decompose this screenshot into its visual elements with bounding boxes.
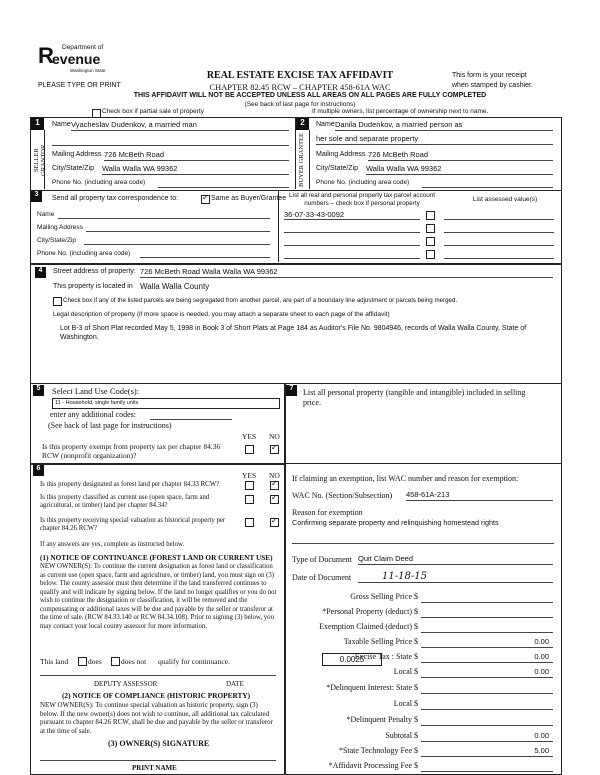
exempt-question: Is this property exempt from property tax per chapter 84.36 RCW (nonprofit organization)? — [42, 442, 221, 460]
assessed-value-2[interactable] — [444, 223, 554, 233]
seller-name-line-2[interactable] — [52, 137, 289, 146]
parcel-header: List all real and personal property tax parcel account numbers – check box if personal property — [289, 192, 435, 207]
fee-value[interactable] — [421, 715, 553, 726]
forest-yes-checkbox[interactable] — [245, 481, 254, 490]
land-use-label: Select Land Use Code(s): — [52, 386, 140, 396]
fee-label: Excise Tax : State — [354, 652, 412, 661]
fee-label: Local — [393, 699, 412, 708]
historic-yes-checkbox[interactable] — [245, 518, 254, 527]
deputy-signature-line[interactable] — [40, 673, 276, 676]
current-use-no-checkbox[interactable] — [270, 495, 279, 504]
personal-property-label: List all personal property (tangible and intangible) included in selling price. — [303, 388, 526, 407]
additional-codes-label: enter any additional codes: — [50, 410, 136, 419]
section-3-badge: 3 — [31, 191, 42, 202]
s6-no-header: NO — [269, 471, 280, 480]
fee-value[interactable]: 0.00 — [421, 637, 553, 648]
seller-phone-field[interactable] — [158, 178, 289, 188]
fee-currency: $ — [414, 652, 418, 661]
segregated-checkbox[interactable] — [53, 297, 62, 306]
fee-value[interactable] — [421, 592, 553, 603]
wac-field[interactable]: 458-61A-213 — [406, 490, 553, 501]
s5-no-header: NO — [269, 432, 280, 441]
parcel-1-personal-checkbox[interactable] — [426, 211, 435, 220]
forest-land-question: Is this property designated as forest land per chapter 84.33 RCW? — [40, 481, 220, 488]
receipt-note-1: This form is your receipt — [452, 72, 527, 79]
s3-addr-label: Mailing Address — [37, 224, 83, 231]
fee-currency: $ — [414, 761, 418, 770]
fee-label: *Delinquent Penalty — [346, 715, 412, 724]
deputy-assessor-label: DEPUTY ASSESSOR — [94, 680, 158, 688]
doc-type-label: Type of Document — [292, 555, 352, 564]
fee-value[interactable]: 0.00 — [421, 731, 553, 742]
land-does-not-checkbox[interactable] — [111, 657, 120, 666]
fee-label: *Personal Property (deduct) — [322, 607, 412, 616]
street-address-field[interactable]: 726 McBeth Road Walla Walla WA 99362 — [140, 267, 553, 278]
fee-value[interactable] — [421, 761, 553, 772]
parcel-3-personal-checkbox[interactable] — [426, 237, 435, 246]
fee-value[interactable] — [421, 607, 553, 618]
buyer-name-field[interactable]: Danila Dudenkov, a married person as — [335, 120, 553, 131]
s5-yes-header: YES — [242, 432, 257, 441]
local-rate-field[interactable]: 0.0025 — [322, 653, 382, 666]
seller-side-label: SELLER — [33, 148, 40, 172]
fee-value[interactable] — [421, 699, 553, 710]
segregated-label: Check box if any of the listed parcels are being segregated from another parcel, are part of a boundary line adjustment or parcels being merged. — [63, 297, 458, 304]
if-yes-note: If any answers are yes, complete as instructed below. — [40, 541, 185, 548]
buyer-city-field[interactable]: Walla Walla WA 99362 — [366, 164, 553, 175]
owner-signature-line[interactable] — [40, 758, 276, 761]
fee-value[interactable] — [421, 622, 553, 633]
fee-label: *Affidavit Processing Fee — [328, 761, 412, 770]
fee-currency: $ — [414, 637, 418, 646]
land-does-label: does — [88, 657, 102, 666]
section-7-badge: 7 — [286, 385, 297, 396]
same-as-buyer-checkbox[interactable] — [201, 195, 210, 204]
assessed-header: List assessed value(s) — [472, 196, 538, 203]
buyer-name-label: Name — [316, 121, 335, 128]
fee-label: *State Technology Fee — [338, 746, 412, 755]
s3-addr-field[interactable] — [86, 223, 270, 232]
fee-label: Subtotal — [385, 731, 412, 740]
section-5-badge: 5 — [33, 385, 44, 396]
buyer-addr-label: Mailing Address — [316, 151, 366, 158]
s7-divider — [284, 463, 561, 464]
seller-phone-label: Phone No. (including area code) — [52, 179, 146, 186]
assessed-value-1[interactable] — [444, 210, 554, 220]
section-2-badge: 2 — [296, 118, 309, 130]
s3-phone-field[interactable] — [140, 249, 270, 258]
buyer-addr-field[interactable]: 726 McBeth Road — [368, 150, 553, 161]
reason-field[interactable]: Confirming separate property and relinquishing homestead rights — [292, 518, 499, 527]
wac-label: WAC No. (Section/Subsection) — [292, 491, 393, 500]
s3-city-label: City/State/Zip — [37, 237, 77, 244]
s3-phone-label: Phone No. (including area code) — [37, 250, 131, 257]
fee-currency: $ — [414, 715, 418, 724]
historic-no-checkbox[interactable] — [270, 518, 279, 527]
doc-date-field[interactable]: 11-18-15 — [358, 572, 553, 583]
forest-no-checkbox[interactable] — [270, 481, 279, 490]
same-as-buyer-label: Same as Buyer/Grantee — [211, 195, 287, 202]
current-use-yes-checkbox[interactable] — [245, 495, 254, 504]
notice-continuance-body: NEW OWNER(S): To continue the current designation as forest land or classification as current use (open space, farm and agriculture, or timber) land, you must sign on (3) below. The county assessor must then determine if the land transferred continues to qualify and will indicate by signing below. If the land no longer qualifies or you do not wish to continue the designation or classification, it will be removed and the compensating or additional taxes will be due and payable by the seller or transferor at the time of sale. (RCW 84.33.140 or RCW 84.34.108). Prior to signing (3) below, you may contact your local county assessor for more information. — [40, 563, 277, 630]
s3-name-label: Name — [37, 211, 55, 218]
fee-currency: $ — [414, 731, 418, 740]
fee-label: Exemption Claimed (deduct) — [319, 622, 412, 631]
fee-label: Gross Selling Price — [350, 592, 412, 601]
fee-currency: $ — [414, 607, 418, 616]
dor-logo — [38, 44, 118, 78]
s3-city-field[interactable] — [84, 236, 270, 245]
land-does-checkbox[interactable] — [78, 657, 87, 666]
partial-sale-label: Check box if partial sale of property — [102, 108, 204, 115]
deputy-date-label: DATE — [226, 680, 244, 688]
fee-currency: $ — [414, 622, 418, 631]
notice-compliance-title: (2) NOTICE OF COMPLIANCE (HISTORIC PROPERTY) — [62, 691, 251, 700]
fee-currency: $ — [414, 699, 418, 708]
fee-label: *Delinquent Interest: State — [326, 683, 412, 692]
buyer-city-label: City/State/Zip — [316, 165, 359, 172]
fee-label: Local — [393, 667, 412, 676]
seller-city-field[interactable]: Walla Walla WA 99362 — [102, 164, 289, 175]
buyer-phone-field[interactable] — [422, 178, 553, 188]
seller-addr-field[interactable]: 726 McBeth Road — [104, 150, 289, 161]
seller-side-rule — [44, 130, 45, 189]
parcel-2-personal-checkbox[interactable] — [426, 224, 435, 233]
parcel-number-4[interactable] — [284, 249, 420, 259]
fee-currency: $ — [414, 683, 418, 692]
assessed-value-4[interactable] — [444, 249, 554, 259]
section-4-badge: 4 — [35, 267, 46, 278]
notice-continuance-title: (1) NOTICE OF CONTINUANCE (FOREST LAND OR CURRENT USE) — [40, 553, 273, 562]
this-land-label: This land — [40, 657, 69, 666]
form-chapters: CHAPTER 82.45 RCW – CHAPTER 458-61A WAC — [209, 82, 391, 92]
owner-signature-label: (3) OWNER(S) SIGNATURE — [108, 739, 210, 748]
seller-name-label: Name — [52, 121, 71, 128]
reason-line-2[interactable] — [292, 541, 554, 544]
additional-codes-field[interactable] — [150, 410, 232, 420]
county-value: Walla Walla County — [140, 282, 210, 291]
seller-name-field[interactable]: Vyacheslav Dudenkov, a married man — [71, 120, 289, 131]
land-use-select[interactable]: 11 - Household, single family units — [52, 398, 280, 409]
fee-currency: $ — [414, 667, 418, 676]
doc-date-label: Date of Document — [292, 573, 352, 582]
multiple-owners-note: If multiple owners, list percentage of ownership next to name. — [312, 108, 489, 115]
section-6-badge: 6 — [33, 465, 44, 476]
fee-value[interactable]: 0.00 — [421, 667, 553, 678]
section-1-badge: 1 — [31, 118, 44, 130]
seller-addr-label: Mailing Address — [52, 151, 102, 158]
see-back-note: (See back of last page for instructions) — [244, 101, 356, 108]
doc-type-field[interactable]: Quit Claim Deed — [358, 554, 553, 565]
legal-desc-label: Legal description of property (if more space is needed, you may attach a separate sheet to each page of the affidavit) — [53, 311, 390, 318]
assessed-value-3[interactable] — [444, 236, 554, 246]
receipt-note-2: when stamped by cashier. — [452, 82, 533, 89]
fee-value[interactable]: 0.00 — [421, 652, 553, 663]
exempt-no-checkbox[interactable] — [270, 445, 279, 454]
buyer-name-field-2[interactable]: her sole and separate property — [316, 134, 553, 145]
print-name-label: PRINT NAME — [132, 764, 177, 772]
reason-label: Reason for exemption — [292, 508, 363, 517]
notice-compliance-body: NEW OWNER(S): To continue special valuation as historic property, sign (3) below. If the new owner(s) does not wish to continue, all additional tax calculated pursuant to chapter 84.26 RCW, shall be due and payable by the seller or transferor at the time of sale. — [40, 701, 274, 735]
fee-value[interactable]: 5.00 — [421, 746, 553, 757]
fee-currency: $ — [414, 746, 418, 755]
s3-name-field[interactable] — [58, 210, 270, 219]
fee-value[interactable] — [421, 683, 553, 694]
s5-see-back: (See back of last page for instructions) — [48, 421, 172, 430]
buyer-phone-label: Phone No. (including area code) — [316, 179, 410, 186]
buyer-side-rule — [309, 130, 310, 189]
logo-word: evenue — [52, 51, 101, 67]
logo-r: R — [38, 43, 54, 68]
parcel-number-2[interactable] — [284, 223, 420, 233]
seller-city-label: City/State/Zip — [52, 165, 95, 172]
historic-question: Is this property receiving special valuation as historical property per chapter 84.26 RCW? — [40, 517, 226, 532]
land-does-not-label: does not — [121, 657, 147, 666]
send-correspondence-label: Send all property tax correspondence to: — [52, 195, 179, 202]
not-accepted-notice: THIS AFFIDAVIT WILL NOT BE ACCEPTED UNLESS ALL AREAS ON ALL PAGES ARE FULLY COMPLETED — [133, 92, 487, 99]
parcel-number-3[interactable] — [284, 236, 420, 246]
exempt-yes-checkbox[interactable] — [245, 445, 254, 454]
fee-currency: $ — [414, 592, 418, 601]
located-label: This property is located in — [53, 283, 133, 290]
street-label: Street address of property: — [53, 268, 136, 275]
legal-description[interactable]: Lot B-3 of Short Plat recorded May 5, 1998 in Book 3 of Short Plats at Page 184 as Auditor's File No. 9804946, records of Walla Walla County, State of Washington. — [60, 325, 527, 341]
current-use-question: Is this property classified as current use (open space, farm and agricultural, or timber) land per chapter 84.34? — [40, 494, 210, 509]
please-type: PLEASE TYPE OR PRINT — [38, 82, 121, 89]
parcel-4-personal-checkbox[interactable] — [426, 250, 435, 259]
fee-label: Taxable Selling Price — [343, 637, 412, 646]
logo-sub: Washington State — [70, 68, 106, 73]
logo-dept: Department of — [62, 44, 104, 51]
buyer-side-label: BUYER GRANTEE — [298, 133, 305, 187]
parcel-number-1[interactable]: 36-07-33-43-0092 — [284, 210, 420, 220]
qualify-label: qualify for continuance. — [158, 657, 230, 666]
exemption-label: If claiming an exemption, list WAC number and reason for exemption: — [292, 474, 519, 483]
s6-yes-header: YES — [242, 471, 257, 480]
form-title: REAL ESTATE EXCISE TAX AFFIDAVIT — [206, 70, 394, 81]
